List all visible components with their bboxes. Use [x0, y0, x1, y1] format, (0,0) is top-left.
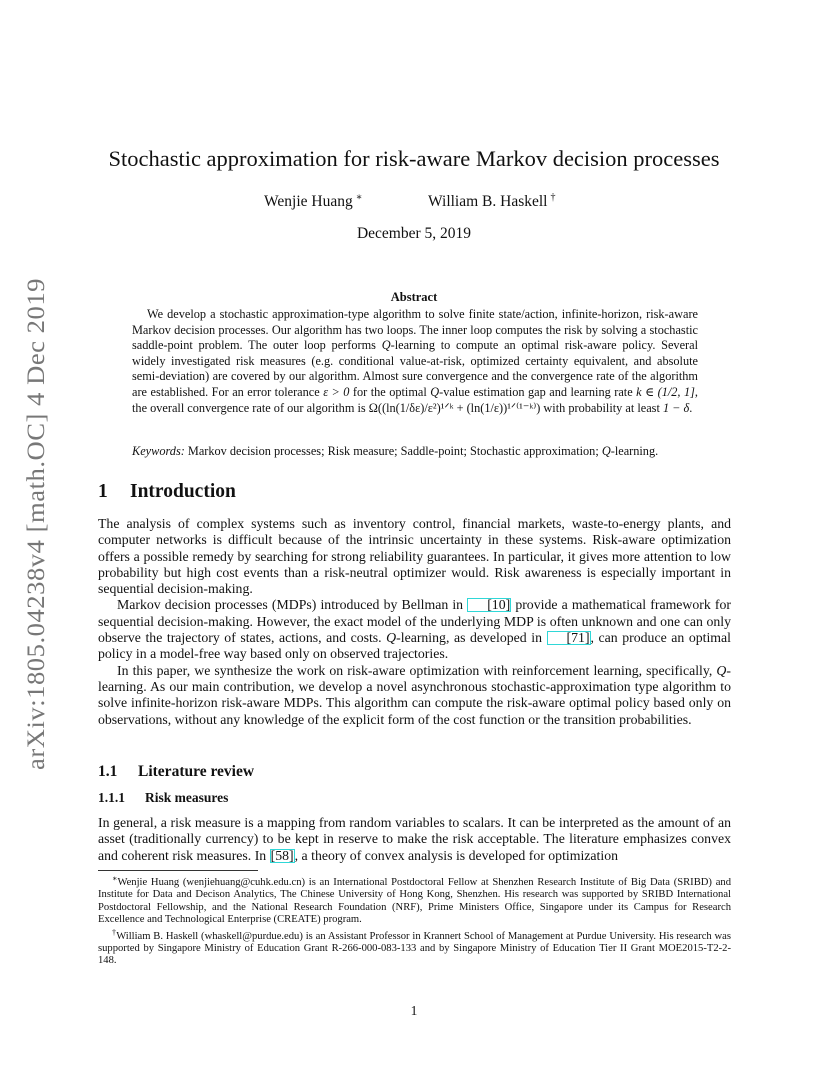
paragraph	[98, 815, 731, 864]
footnote-mark: ∗	[112, 874, 118, 883]
subsection-heading-literature-review	[98, 763, 254, 781]
footnote-mark: †	[112, 927, 117, 937]
citation-link[interactable]: [58]	[270, 847, 294, 863]
abstract-fragment: We develop a stochastic approximation-type algorithm to solve finite state/action, infinite-horizon, risk-aware Markov decision processes. Our algorithm has two loops. The inner loop computes the risk by solving a stochastic saddle-point problem. The outer loop performs	[132, 307, 698, 353]
author-huang	[264, 192, 363, 211]
math-epsilon: ε > 0	[323, 384, 350, 399]
footnote-haskell	[98, 927, 731, 968]
abstract-fragment: , the overall convergence rate of our algorithm is	[132, 384, 698, 415]
text-fragment: Markov decision processes (MDPs) introduced by Bellman in	[117, 597, 468, 613]
introduction-body	[98, 516, 731, 728]
arxiv-stamp-svg	[14, 272, 54, 772]
section-number: 1	[98, 481, 108, 502]
citation-link[interactable]: [10]	[467, 598, 511, 612]
author-name: Wenjie Huang	[264, 193, 353, 210]
math-q: Q	[601, 444, 611, 458]
author-haskell	[428, 192, 555, 211]
paragraph: The analysis of complex systems such as inventory control, financial markets, waste-to-energy plants, and computer networks is difficult because of the intrinsic uncertainty in these systems. Risk-aware optimization offers a possible remedy by searching for strong reliability guarantees. In particular, it gives more attention to low probability but high cost events than a risk-neutral optimizer would. Risk awareness is especially important in sequential decision-making.	[98, 516, 731, 597]
abstract-fragment: with probability at least	[540, 400, 663, 415]
keywords-label: Keywords:	[132, 444, 185, 458]
footnote-huang	[98, 873, 731, 927]
footnotes	[98, 873, 731, 968]
footnote-text: William B. Haskell (whaskell@purdue.edu) is an Assistant Professor in Krannert School of Management at Purdue University. His research was supported by Singapore Ministry of Education Grant R-266-000-083-133 and by Singapore Ministry of Education Tier II Grant MOE2015-T2-2-148.	[98, 930, 732, 967]
math-q: Q	[386, 630, 397, 646]
section-number: 1.1.1	[98, 790, 125, 805]
keywords	[132, 444, 702, 459]
paper-title: Stochastic approximation for risk-aware Markov decision processes	[108, 146, 720, 171]
math-rate-formula: Ω((ln(1/δε)/ε²)¹ᐟᵏ + (ln(1/ε))¹ᐟ⁽¹⁻ᵏ⁾)	[368, 400, 541, 415]
text-fragment: In general, a risk measure is a mapping from random variables to scalars. It can be interpreted as the amount of an asset (traditionally currency) to be kept in reserve to make the risk acceptable. The literature emphasizes convex and coherent risk measures. In	[98, 815, 731, 863]
abstract-fragment: .	[689, 400, 693, 415]
math-q: Q	[430, 384, 440, 399]
section-number: 1.1	[98, 763, 118, 780]
footnote-rule	[98, 870, 258, 871]
author-footnote-mark[interactable]: ∗	[355, 192, 363, 203]
paragraph	[98, 663, 731, 728]
section-title: Literature review	[138, 763, 255, 780]
keywords-text: -learning.	[610, 444, 659, 458]
math-q: Q	[716, 662, 727, 678]
subsubsection-heading-risk-measures	[98, 790, 228, 806]
arxiv-id: arXiv:1805.04238v4 [math.OC] 4 Dec 2019	[23, 307, 50, 770]
abstract-heading: Abstract	[390, 290, 438, 304]
math-q: Q	[381, 338, 391, 353]
text-fragment: In this paper, we synthesize the work on risk-aware optimization with reinforcement learning, specifically,	[117, 662, 717, 678]
section-title: Risk measures	[145, 790, 229, 805]
text-fragment: -learning. As our main contribution, we develop a novel asynchronous stochastic-approximation type algorithm to solve infinite-horizon risk-aware MDPs. This algorithm can compute the risk-aware optimal policy based only on observations, without any knowledge of the explicit form of the cost function or the transition probabilities.	[98, 662, 731, 727]
risk-measures-body	[98, 815, 731, 864]
page-number: 1	[410, 1003, 418, 1018]
text-fragment: , a theory of convex analysis is developed for optimization	[294, 847, 619, 863]
citation-link[interactable]: [71]	[547, 631, 591, 645]
abstract-fragment: for the optimal	[349, 384, 431, 399]
math-k: k ∈ (1/2, 1]	[636, 384, 695, 399]
text-fragment: provide a mathematical framework for sequential decision-making. However, the exact model of the underlying MDP is often unknown and one can only observe the trajectory of states, actions, and costs.	[98, 597, 731, 646]
paragraph	[98, 597, 731, 662]
paper-date: December 5, 2019	[356, 225, 472, 242]
math-delta: 1 − δ	[662, 400, 690, 415]
author-name: William B. Haskell	[428, 193, 548, 210]
arxiv-sidebar-stamp	[14, 272, 54, 772]
text-fragment: , can produce an optimal policy in a model-free way based only on observed trajectories.	[98, 630, 731, 662]
author-footnote-mark[interactable]: †	[550, 192, 556, 203]
abstract-fragment: -value estimation gap and learning rate	[439, 384, 637, 399]
abstract-text	[132, 307, 698, 416]
section-heading-introduction	[98, 481, 236, 503]
abstract-fragment: -learning to compute an optimal risk-aware policy. Several widely investigated risk measures (e.g. conditional value-at-risk, optimized certainty equivalent, and absolute semi-deviation) are covered by our algorithm. Almost sure convergence and the convergence rate of the algorithm are established. For an error tolerance	[132, 338, 699, 399]
footnote-text: Wenjie Huang (wenjiehuang@cuhk.edu.cn) is an International Postdoctoral Fellow at Shenzhen Research Institute of Big Data (SRIBD) and Institute for Data and Decison Analytics, The Chinese University of Hong Kong, Shenzhen. His research was supported by SRIBD International Postdoctoral Fellowship, and the National Research Foundation (NRF), Prime Ministers Office, Singapore under its Campus for Research Excellence and Technological Enterprise (CREATE) program.	[98, 877, 731, 926]
text-fragment: -learning, as developed in	[396, 630, 547, 646]
keywords-text: Markov decision processes; Risk measure; Saddle-point; Stochastic approximation;	[184, 444, 602, 458]
section-title: Introduction	[130, 481, 236, 502]
